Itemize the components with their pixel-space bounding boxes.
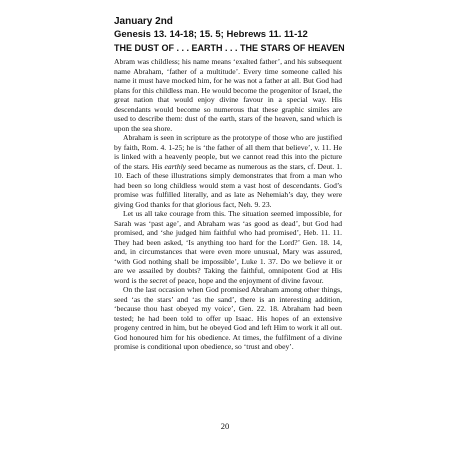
devotional-entry [114,15,345,352]
paragraph-2 [114,133,342,209]
paragraph-1: Abram was childless; his name means ‘exalted father’, and his subsequent name Abraham, ‘father of a multitude’. Every time someone called his name it must have mocked him, for he was not a father at all. But God had plans for this childless man. He would become the progenitor of Israel, the great nation that would enjoy divine favour in a special way. His descendants would become so numerous that these graphic similes are used to describe them: dust of the earth, stars of the heaven, sand which is upon the sea shore. [114,57,342,133]
paragraph-2-italic: earthly [164,161,187,171]
paragraph-4: On the last occasion when God promised Abraham among other things, seed ‘as the stars’ and ‘as the sand’, there is an interesting addition, ‘because thou hast obeyed my voice’, Gen. 22. 18. Abraham had been tested; he had been told to offer up Isaac. His hopes of an extensive progeny centred in him, but he obeyed God and left Him to work it all out. God honoured him for his obedience. At times, the fulfilment of a divine promise is conditional upon obedience, so ‘trust and obey’. [114,285,342,351]
scripture-references: Genesis 13. 14-18; 15. 5; Hebrews 11. 11-12 [114,29,308,40]
paragraph-2-text-b: seed became as numerous as the stars, cf. Deut. 1. 10. Each of these illustrations simply demonstrates that from a man who had been so long childless would stem a vast host of descendants. God’s promise was fulfilled literally, and as late as Nehemiah’s day, they were giving God thanks for that glorious fact, Neh. 9. 23. [114,161,342,209]
entry-heading: THE DUST OF . . . EARTH . . . THE STARS OF HEAVEN [114,43,345,53]
paragraph-2-text-a: Abraham is seen in scripture as the prototype of those who are justified by faith, Rom. 4. 1-25; he is ‘the father of all them that believe’, v. 11. He is linked with a heavenly people, but we cannot read this into the picture of the stars. His [114,133,342,171]
entry-date: January 2nd [114,16,173,27]
page-number: 20 [220,421,230,431]
paragraph-3: Let us all take courage from this. The situation seemed impossible, for Sarah was ‘past age’, and Abraham was ‘as good as dead’, but God had promised, and ‘she judged him faithful who had promised’, Heb. 11. 11. They had been asked, ‘Is anything too hard for the Lord?’ Gen. 18. 14, and, in circumstances that were even more unusual, Mary was assured, ‘with God nothing shall be impossible’, Luke 1. 37. Do we believe it or are we assailed by doubts? Taking the faithful, omnipotent God at His word is the secret of peace, hope and the enjoyment of divine favour. [114,209,342,285]
